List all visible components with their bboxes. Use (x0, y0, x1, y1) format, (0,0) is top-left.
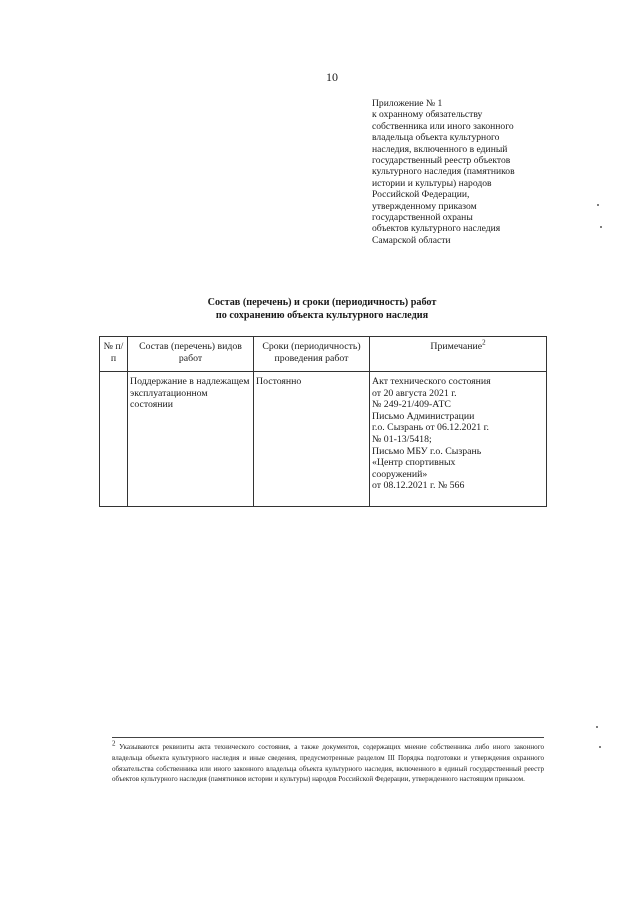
table-row (100, 372, 547, 507)
cell-number (100, 372, 128, 507)
header-number: № п/п (100, 337, 128, 372)
note-line: Письмо МБУ г.о. Сызрань (372, 445, 482, 457)
header-note-label: Примечание (430, 341, 483, 352)
appendix-line: наследия, включенного в единый (372, 143, 508, 155)
scan-speck (599, 746, 601, 748)
appendix-line: собственника или иного законного (372, 120, 514, 132)
appendix-line: утвержденному приказом (372, 200, 477, 212)
note-line: от 20 августа 2021 г. (372, 387, 457, 399)
note-line: Письмо Администрации (372, 410, 475, 422)
header-composition: Состав (перечень) видов работ (128, 337, 254, 372)
title-line-2: по сохранению объекта культурного наследия (215, 309, 429, 321)
footnote-divider (112, 737, 544, 738)
header-note-ref: 2 (482, 338, 486, 347)
appendix-line: владельца объекта культурного (372, 132, 500, 144)
document-title (100, 297, 544, 322)
appendix-line: к охранному обязательству (372, 109, 483, 121)
appendix-line: Приложение № 1 (372, 98, 443, 109)
note-line: от 08.12.2021 г. № 566 (372, 480, 465, 492)
scan-speck (597, 204, 599, 206)
note-line: № 249-21/409-АТС (372, 399, 451, 411)
cell-composition: Поддержание в надлежащем эксплуатационном состоянии (128, 372, 254, 507)
footnote (112, 739, 544, 785)
appendix-line: Российской Федерации, (372, 189, 470, 201)
appendix-line: государственный реестр объектов (372, 155, 511, 167)
cell-terms: Постоянно (254, 372, 370, 507)
table-header-row (100, 337, 547, 372)
note-line: Акт технического состояния (372, 376, 491, 387)
footnote-text: Указываются реквизиты акта технического состояния, а также документов, содержащих мнение собственника либо иного законного владельца объекта культурного наследия и иные сведения, предусмотренные разделом III Порядка подготовки и утверждения охранного обязательства собственника или иного законного владельца объекта культурного наследия, включенного в единый государственный реестр объектов культурного наследия (памятников истории и культуры) народов Российской Федерации, утвержденного настоящим приказом. (112, 743, 544, 784)
scan-speck (596, 726, 598, 728)
note-line: № 01-13/5418; (372, 433, 432, 445)
appendix-block (372, 98, 572, 246)
appendix-line: культурного наследия (памятников (372, 166, 515, 178)
note-line: «Центр спортивных (372, 457, 456, 469)
appendix-line: истории и культуры) народов (372, 177, 492, 189)
appendix-line: объектов культурного наследия (372, 223, 501, 235)
cell-note (370, 372, 547, 507)
works-table (99, 336, 547, 507)
appendix-line: государственной охраны (372, 212, 473, 224)
title-line-1: Состав (перечень) и сроки (периодичность) работ (207, 297, 437, 308)
appendix-line: Самарской области (372, 234, 451, 246)
note-line: г.о. Сызрань от 06.12.2021 г. (372, 422, 489, 434)
footnote-ref: 2 (112, 739, 116, 748)
header-note (370, 337, 547, 372)
page-number: 10 (326, 70, 338, 84)
header-terms: Сроки (периодичность) проведения работ (254, 337, 370, 372)
scan-speck (600, 226, 602, 228)
note-line: сооружений» (372, 468, 428, 480)
